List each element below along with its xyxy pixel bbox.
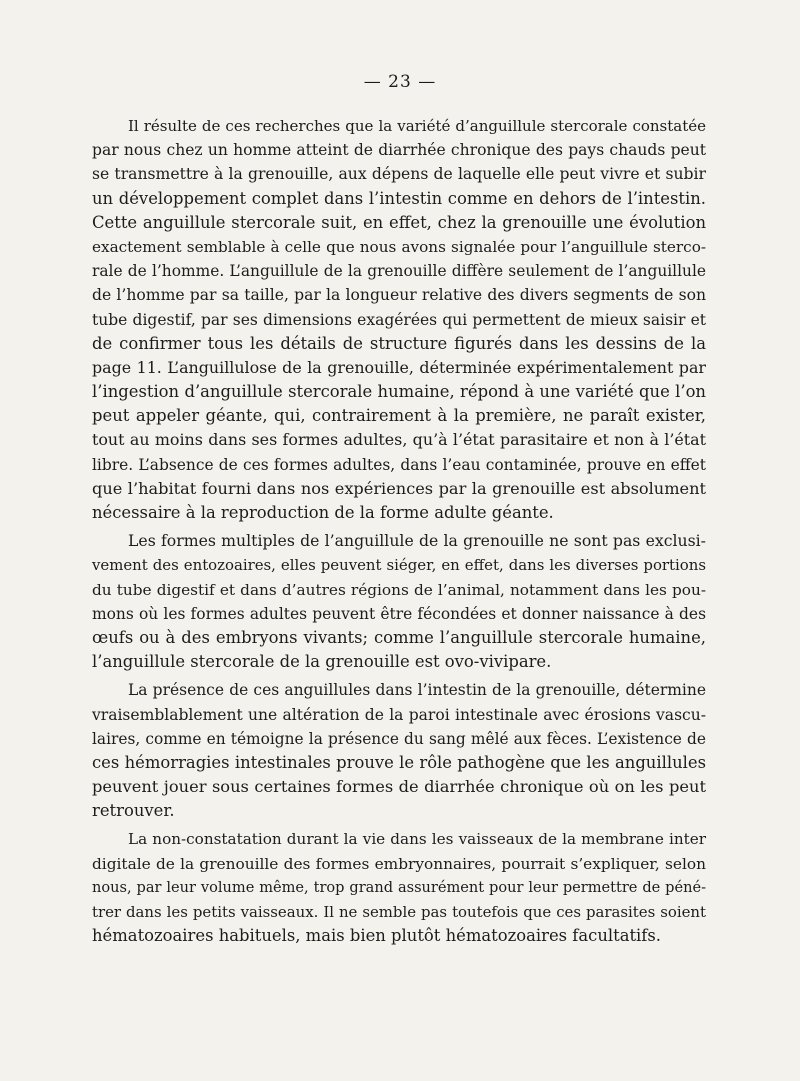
text-line: mons où les formes adultes peuvent être fécondées et donner naissance à des bbox=[92, 604, 706, 623]
paragraph bbox=[92, 114, 706, 525]
text-line: hématozoaires habituels, mais bien plutôt hématozoaires facultatifs. bbox=[92, 926, 661, 946]
paragraph bbox=[92, 678, 706, 823]
text-line: l’ingestion d’anguillule stercorale humaine, répond à une variété que l’on bbox=[92, 382, 706, 402]
text-line: vraisemblablement une altération de la paroi intestinale avec érosions vascu- bbox=[92, 705, 706, 724]
text-line: page 11. L’anguillulose de la grenouille, déterminée expérimentalement par bbox=[92, 357, 706, 377]
text-line: Les formes multiples de l’anguillule de la grenouille ne sont pas exclusi- bbox=[128, 531, 706, 551]
page-number: — 23 — bbox=[363, 72, 437, 92]
text-line: que l’habitat fourni dans nos expériences par la grenouille est absolument bbox=[92, 478, 706, 498]
text-line: laires, comme en témoigne la présence du sang mêlé aux fèces. L’existence de bbox=[92, 729, 706, 748]
text-line: ces hémorragies intestinales prouve le rôle pathogène que les anguillules bbox=[92, 752, 706, 772]
text-line: par nous chez un homme atteint de diarrhée chronique des pays chauds peut bbox=[92, 141, 706, 160]
text-line: œufs ou à des embryons vivants; comme l’anguillule stercorale humaine, bbox=[92, 627, 706, 647]
text-line: du tube digestif et dans d’autres régions de l’animal, notamment dans les pou- bbox=[92, 580, 706, 599]
text-line: digitale de la grenouille des formes embryonnaires, pourrait s’expliquer, selon bbox=[92, 854, 706, 873]
text-line: vement des entozoaires, elles peuvent siéger, en effet, dans les diverses portions bbox=[92, 556, 706, 575]
text-line: nous, par leur volume même, trop grand assurément pour leur permettre de péné- bbox=[92, 878, 706, 896]
text-line: trer dans les petits vaisseaux. Il ne semble pas toutefois que ces parasites soient bbox=[92, 903, 706, 921]
text-line: nécessaire à la reproduction de la forme adulte géante. bbox=[92, 503, 554, 522]
text-line: La non-constatation durant la vie dans les vaisseaux de la membrane inter bbox=[128, 830, 706, 849]
paragraph bbox=[92, 827, 706, 948]
text-line: un développement complet dans l’intestin comme en dehors de l’intestin. bbox=[92, 188, 706, 208]
body-text bbox=[92, 114, 706, 948]
text-line: de confirmer tous les détails de structure figurés dans les dessins de la bbox=[92, 333, 706, 353]
text-line: retrouver. bbox=[92, 801, 175, 821]
text-line: libre. L’absence de ces formes adultes, dans l’eau contaminée, prouve en effet bbox=[92, 455, 706, 474]
text-line: peut appeler géante, qui, contrairement à la première, ne paraît exister, bbox=[92, 406, 706, 426]
text-line: rale de l’homme. L’anguillule de la grenouille diffère seulement de l’anguillule bbox=[92, 262, 706, 281]
text-line: tube digestif, par ses dimensions exagérées qui permettent de mieux saisir et bbox=[92, 310, 706, 329]
text-line: peuvent jouer sous certaines formes de diarrhée chronique où on les peut bbox=[92, 777, 706, 797]
text-line: se transmettre à la grenouille, aux dépens de laquelle elle peut vivre et subir bbox=[92, 165, 706, 184]
text-line: de l’homme par sa taille, par la longueur relative des divers segments de son bbox=[92, 286, 706, 305]
text-line: La présence de ces anguillules dans l’intestin de la grenouille, détermine bbox=[128, 681, 706, 700]
text-line: l’anguillule stercorale de la grenouille est ovo-vivipare. bbox=[92, 652, 552, 672]
text-line: exactement semblable à celle que nous avons signalée pour l’anguillule sterco- bbox=[92, 237, 706, 256]
text-line: tout au moins dans ses formes adultes, qu’à l’état parasitaire et non à l’état bbox=[92, 430, 706, 450]
paragraph bbox=[92, 529, 706, 674]
text-line: Il résulte de ces recherches que la variété d’anguillule stercorale constatée bbox=[128, 117, 706, 135]
text-line: Cette anguillule stercorale suit, en effet, chez la grenouille une évolution bbox=[92, 212, 706, 232]
